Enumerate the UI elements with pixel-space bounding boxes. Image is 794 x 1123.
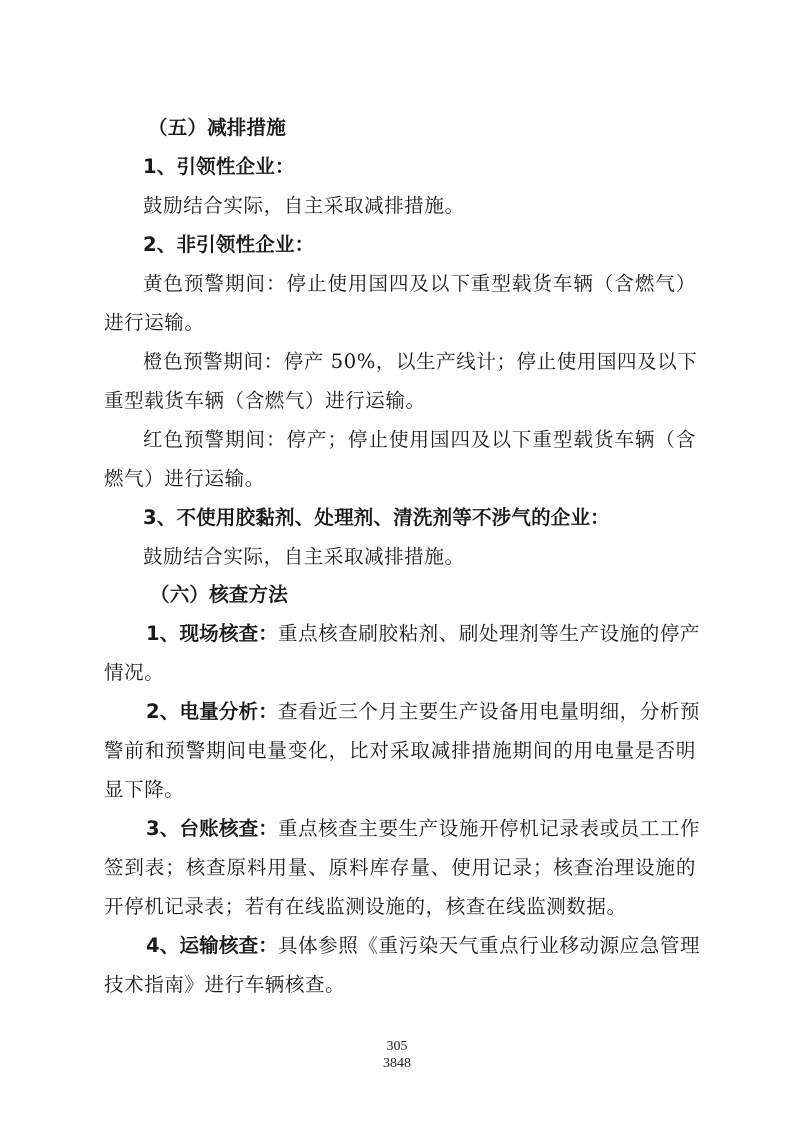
power-analysis-text: 查看近三个月主要生产设备用电量明细，分析预 (277, 700, 701, 723)
paragraph-ledger-check-line-2: 签到表；核查原料用量、原料库存量、使用记录；核查治理设施的 (104, 856, 696, 879)
item-title-non-gas-enterprise: 3、不使用胶黏剂、处理剂、清洗剂等不涉气的企业： (143, 506, 610, 529)
paragraph-red-alert-line-2: 燃气）进行运输。 (104, 467, 265, 490)
transport-check-label: 4、运输核查： (146, 934, 278, 957)
ledger-check-label: 3、台账核查： (146, 817, 278, 840)
paragraph-transport-check-line-1 (146, 933, 701, 959)
page-number: 305 (386, 1039, 408, 1054)
paragraph-yellow-alert-line-2: 进行运输。 (104, 311, 205, 334)
item-title-non-leading-enterprise: 2、非引领性企业： (143, 233, 315, 256)
ledger-check-text: 重点核查主要生产设施开停机记录表或员工工作 (277, 817, 701, 840)
paragraph-transport-check-line-2: 技术指南》进行车辆核查。 (104, 973, 346, 996)
transport-check-text: 具体参照《重污染天气重点行业移动源应急管理 (277, 934, 701, 957)
paragraph-power-analysis-line-3: 显下降。 (104, 778, 185, 801)
paragraph-non-gas-enterprise: 鼓励结合实际，自主采取减排措施。 (143, 545, 465, 568)
section-heading-inspection: （六）核查方法 (150, 583, 288, 606)
paragraph-ledger-check-line-1 (146, 816, 701, 842)
paragraph-ledger-check-line-3: 开停机记录表；若有在线监测设施的，核查在线监测数据。 (104, 895, 627, 918)
item-title-leading-enterprise: 1、引领性企业： (143, 155, 295, 178)
paragraph-onsite-check-line-2: 情况。 (104, 661, 165, 684)
paragraph-yellow-alert-line-1: 黄色预警期间：停止使用国四及以下重型载货车辆（含燃气） (143, 272, 696, 295)
onsite-check-text: 重点核查刷胶粘剂、刷处理剂等生产设施的停产 (277, 622, 701, 645)
power-analysis-label: 2、电量分析： (146, 700, 278, 723)
paragraph-orange-alert-line-2: 重型载货车辆（含燃气）进行运输。 (104, 389, 426, 412)
paragraph-onsite-check-line-1 (146, 621, 701, 647)
paragraph-power-analysis-line-1 (146, 699, 701, 725)
paragraph-orange-alert-line-1: 橙色预警期间：停产 50%，以生产线计；停止使用国四及以下 (143, 350, 698, 373)
paragraph-leading-enterprise: 鼓励结合实际，自主采取减排措施。 (143, 194, 465, 217)
section-heading-measures: （五）减排措施 (148, 116, 286, 139)
paragraph-power-analysis-line-2: 警前和预警期间电量变化，比对采取减排措施期间的用电量是否明 (104, 739, 696, 762)
total-page-number: 3848 (383, 1056, 411, 1071)
onsite-check-label: 1、现场核查： (146, 622, 278, 645)
paragraph-red-alert-line-1: 红色预警期间：停产；停止使用国四及以下重型载货车辆（含 (143, 428, 696, 451)
